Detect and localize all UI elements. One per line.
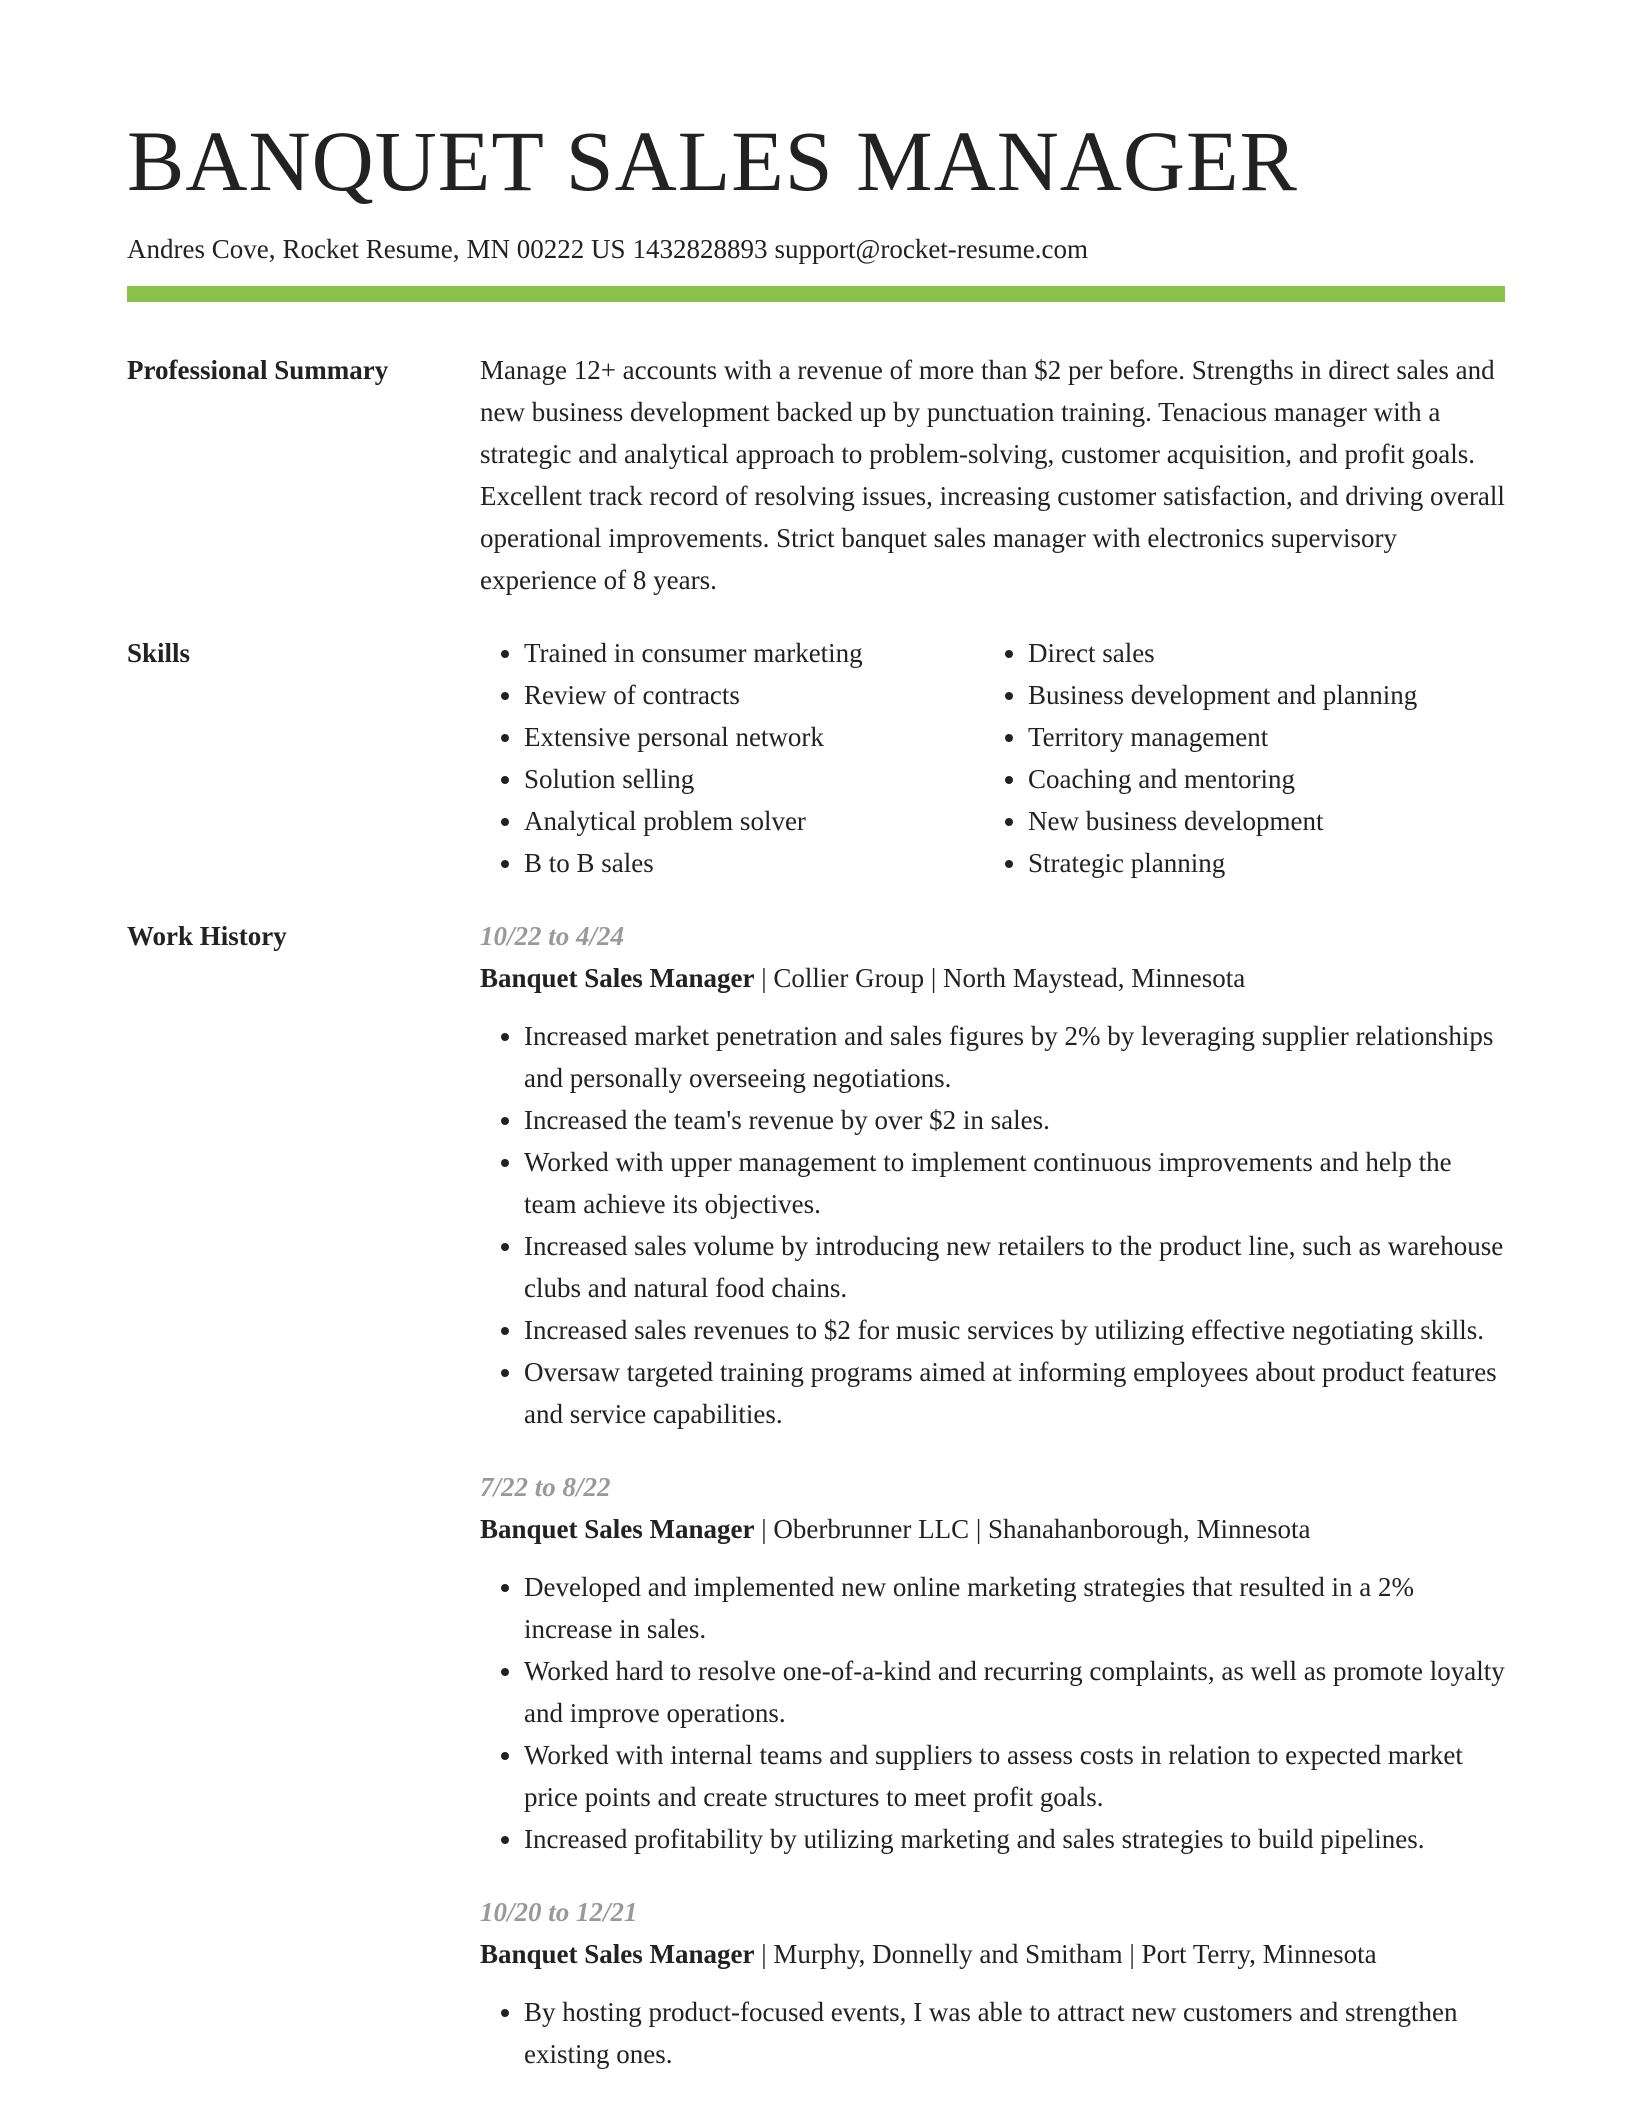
resume-title: BANQUET SALES MANAGER [127,113,1298,209]
contact-state-zip-country: MN 00222 US [466,234,626,264]
work-history-section [127,915,1505,2106]
job-entry [480,1466,1505,1860]
skills-section [127,632,1505,884]
skill-item: • Extensive personal network [524,716,984,758]
work-history-heading: Work History [127,921,287,951]
job-details: | Collier Group | North Maystead, Minnesota [754,963,1246,993]
job-heading [480,957,1505,999]
skill-item: • Business development and planning [1028,674,1505,716]
skills-heading: Skills [127,638,191,668]
job-bullets [480,1015,1505,1435]
job-bullet: • Worked with upper management to implement continuous improvements and help the team achieve its objectives. [524,1141,1505,1225]
job-heading [480,1508,1505,1550]
job-bullet: • Increased sales volume by introducing new retailers to the product line, such as warehouse clubs and natural food chains. [524,1225,1505,1309]
skill-item: • Territory management [1028,716,1505,758]
skill-item: • Trained in consumer marketing [524,632,984,674]
job-dates: 7/22 to 8/22 [480,1472,611,1502]
job-bullet: • Increased profitability by utilizing marketing and sales strategies to build pipelines. [524,1818,1505,1860]
job-title: Banquet Sales Manager [480,1939,755,1969]
skill-item: • Solution selling [524,758,984,800]
skill-item: • New business development [1028,800,1505,842]
job-bullet: • Worked with internal teams and suppliers to assess costs in relation to expected market price points and create structures to meet profit goals. [524,1734,1505,1818]
job-title: Banquet Sales Manager [480,1514,755,1544]
skill-item: • Strategic planning [1028,842,1505,884]
summary-section [127,349,1505,601]
job-bullet: • Increased sales revenues to $2 for music services by utilizing effective negotiating skills. [524,1309,1505,1351]
contact-line [127,233,1095,265]
skill-item: • Review of contracts [524,674,984,716]
contact-street: Andres Cove, [127,234,276,264]
contact-email[interactable]: support@rocket-resume.com [774,234,1089,264]
skills-list-left [480,632,984,884]
resume-content [127,349,1505,2106]
job-dates: 10/20 to 12/21 [480,1897,638,1927]
job-details: | Murphy, Donnelly and Smitham | Port Terry, Minnesota [754,1939,1377,1969]
skills-list-right [984,632,1505,884]
summary-text: Manage 12+ accounts with a revenue of more than $2 per before. Strengths in direct sales and new business development backed up by punctuation training. Tenacious manager with a strategic and analytical approach to problem-solving, customer acquisition, and profit goals. Excellent track record of resolving issues, increasing customer satisfaction, and driving overall operational improvements. Strict banquet sales manager with electronics supervisory experience of 8 years. [480,355,1505,595]
job-bullet: • By hosting product-focused events, I was able to attract new customers and strengthen existing ones. [524,1991,1505,2075]
skill-item: • Coaching and mentoring [1028,758,1505,800]
job-dates: 10/22 to 4/24 [480,921,625,951]
job-bullet: • Oversaw targeted training programs aimed at informing employees about product features and service capabilities. [524,1351,1505,1435]
work-history-body [480,915,1505,2106]
skill-item: • Analytical problem solver [524,800,984,842]
header-divider [127,286,1505,302]
job-entry [480,915,1505,1435]
skill-item: • Direct sales [1028,632,1505,674]
skills-body [480,632,1505,884]
summary-heading: Professional Summary [127,355,389,385]
job-entry [480,1891,1505,2075]
job-heading [480,1933,1505,1975]
job-bullet: • Worked hard to resolve one-of-a-kind and recurring complaints, as well as promote loyalty and improve operations. [524,1650,1505,1734]
job-bullet: • Increased market penetration and sales figures by 2% by leveraging supplier relationships and personally overseeing negotiations. [524,1015,1505,1099]
job-title: Banquet Sales Manager [480,963,755,993]
summary-body [480,349,1505,601]
job-details: | Oberbrunner LLC | Shanahanborough, Minnesota [754,1514,1311,1544]
contact-city: Rocket Resume, [282,234,460,264]
job-bullets [480,1566,1505,1860]
job-bullet: • Developed and implemented new online marketing strategies that resulted in a 2% increase in sales. [524,1566,1505,1650]
job-bullets [480,1991,1505,2075]
contact-phone: 1432828893 [632,234,768,264]
job-bullet: • Increased the team's revenue by over $2 in sales. [524,1099,1505,1141]
skill-item: • B to B sales [524,842,984,884]
